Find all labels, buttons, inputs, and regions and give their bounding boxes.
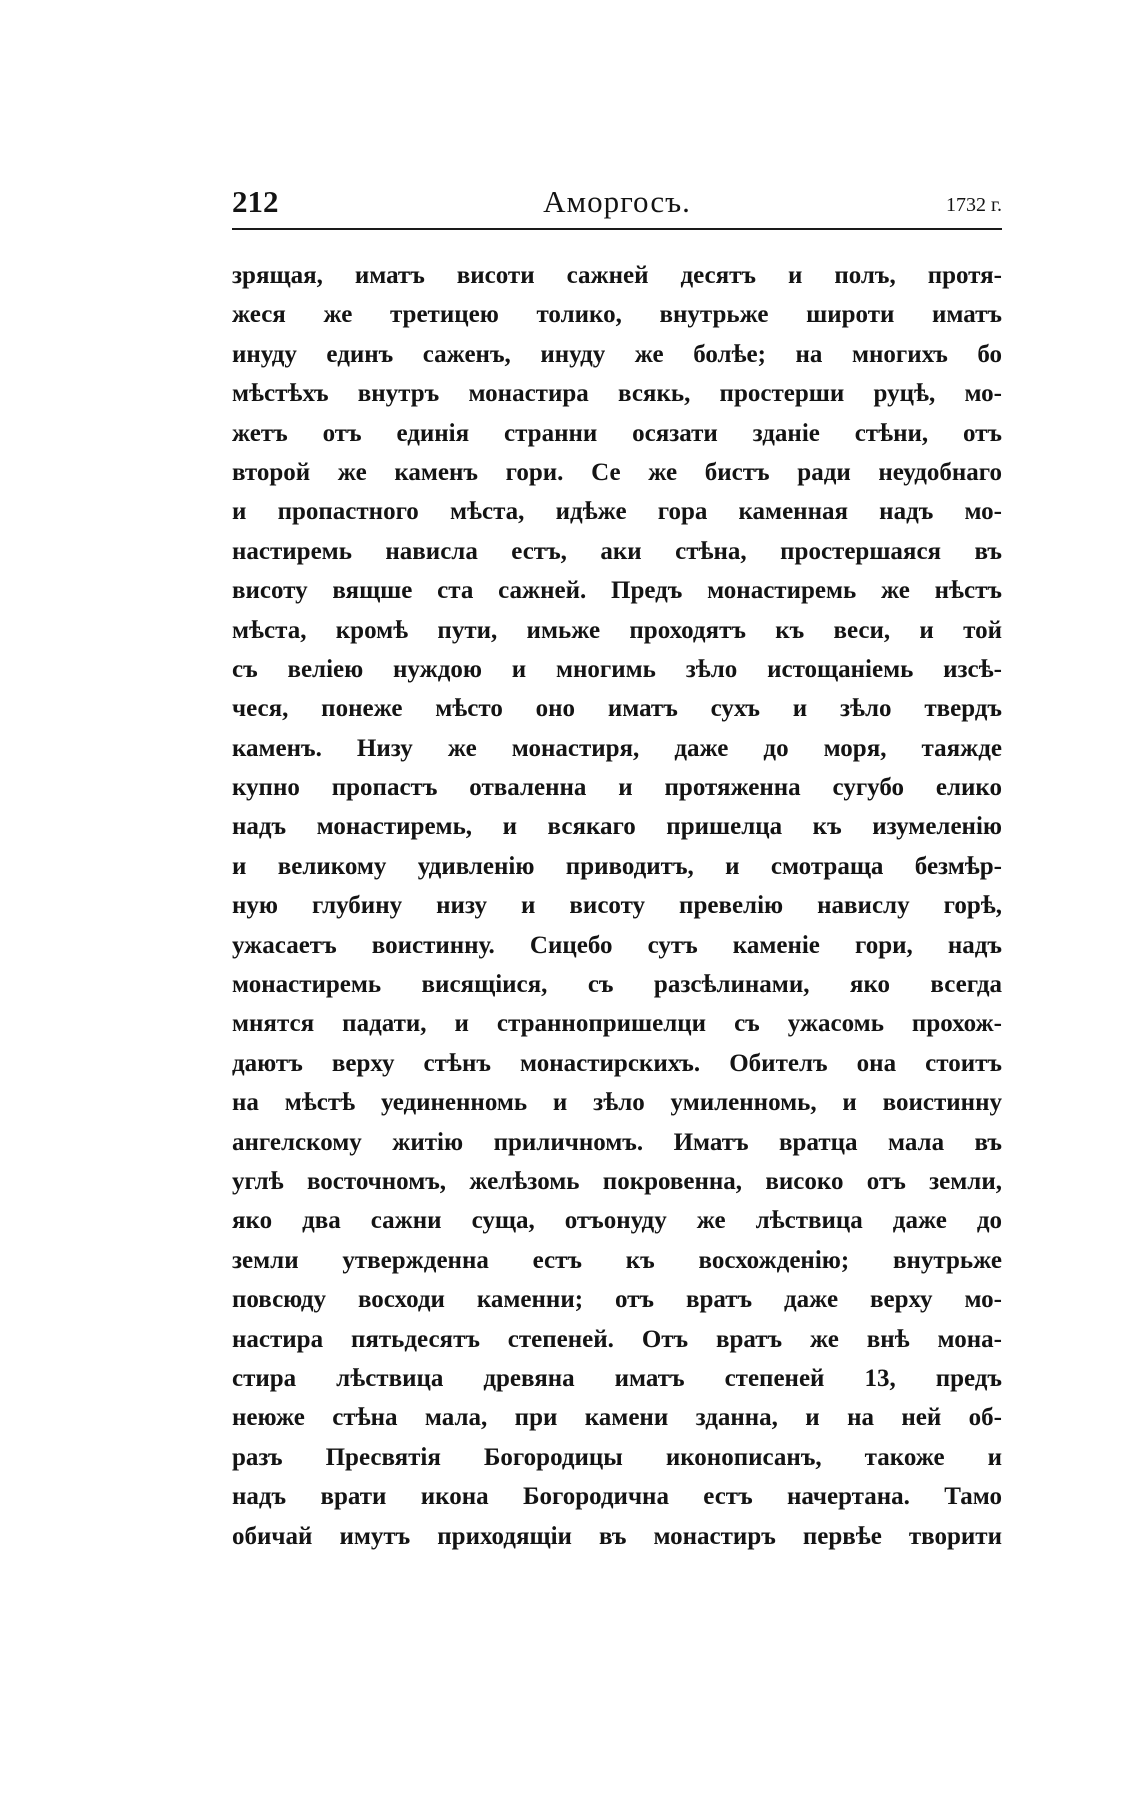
page-number: 212 xyxy=(232,184,279,219)
text-line: съ веліею нуждою и многимь зѣло истощаніемь изсѣ- xyxy=(232,655,1002,683)
text-line: надъ врати икона Богородична естъ начертана. Тамо xyxy=(232,1483,1002,1511)
text-line: углѣ восточномъ, желѣзомь покровенна, високо отъ земли, xyxy=(232,1167,1002,1195)
text-line: мѣста, кромѣ пути, имьже проходятъ къ веси, и той xyxy=(232,616,1002,644)
text-line: повсюду восходи каменни; отъ вратъ даже верху мо- xyxy=(232,1286,1002,1314)
text-line: инуду единъ саженъ, инуду же болѣе; на многихъ бо xyxy=(232,340,1002,368)
text-line: зрящая, иматъ висоти сажней десятъ и полъ, протя- xyxy=(232,262,1002,289)
text-line: обичай имутъ приходящіи въ монастиръ первѣе творити xyxy=(232,1522,1002,1550)
page-header xyxy=(232,180,1002,228)
text-line: ангелскому житію приличномъ. Иматъ вратца мала въ xyxy=(232,1128,1002,1156)
text-line: второй же каменъ гори. Се же бистъ ради неудобнаго xyxy=(232,458,1002,486)
text-line: неюже стѣна мала, при камени зданна, и на ней об- xyxy=(232,1404,1002,1432)
text-line: даютъ верху стѣнъ монастирскихъ. Обителъ она стоитъ xyxy=(232,1049,1002,1077)
text-line: земли утвержденна естъ къ восхожденію; внутрьже xyxy=(232,1246,1002,1274)
text-line: и пропастного мѣста, идѣже гора каменная надъ мо- xyxy=(232,498,1002,526)
text-line: мѣстѣхъ внутръ монастира всякь, простерши руцѣ, мо- xyxy=(232,380,1002,408)
text-line: разъ Пресвятія Богородицы иконописанъ, такоже и xyxy=(232,1443,1002,1471)
text-line: и великому удивленію приводитъ, и смотраща безмѣр- xyxy=(232,852,1002,880)
text-line: ную глубину низу и висоту превелію навислу горѣ, xyxy=(232,892,1002,920)
body-text xyxy=(232,256,1002,1556)
header-rule xyxy=(232,228,1002,230)
text-line: стира лѣствица древяна иматъ степеней 13, предъ xyxy=(232,1364,1002,1392)
text-line: яко два сажни суща, отъонуду же лѣствица даже до xyxy=(232,1207,1002,1235)
running-title: Аморгосъ. xyxy=(543,184,691,219)
text-line: на мѣстѣ уединенномь и зѣло умиленномь, и воистинну xyxy=(232,1089,1002,1117)
text-line: настира пятьдесятъ степеней. Отъ вратъ же внѣ мона- xyxy=(232,1325,1002,1353)
text-line: ужасаетъ воистинну. Сицебо сутъ каменіе гори, надъ xyxy=(232,931,1002,959)
text-line: чеся, понеже мѣсто оно иматъ сухъ и зѣло твердъ xyxy=(232,695,1002,723)
text-line: настиремь нависла естъ, аки стѣна, простершаяся въ xyxy=(232,537,1002,565)
text-line: монастиремь висящіися, съ разсѣлинами, яко всегда xyxy=(232,971,1002,999)
text-line: каменъ. Низу же монастиря, даже до моря, таяжде xyxy=(232,734,1002,762)
text-line: висоту вящше ста сажней. Предъ монастиремь же нѣстъ xyxy=(232,577,1002,605)
text-line: надъ монастиремь, и всякаго пришелца къ изумеленію xyxy=(232,813,1002,841)
text-line: жетъ отъ единія странни осязати зданіе стѣни, отъ xyxy=(232,419,1002,447)
text-line: жеся же третицею толико, внутрьже широти иматъ xyxy=(232,301,1002,329)
text-line: купно пропастъ отваленна и протяженна сугубо елико xyxy=(232,774,1002,802)
header-year: 1732 г. xyxy=(946,194,1002,216)
text-line: мнятся падати, и страннопришелци съ ужасомь прохож- xyxy=(232,1010,1002,1038)
